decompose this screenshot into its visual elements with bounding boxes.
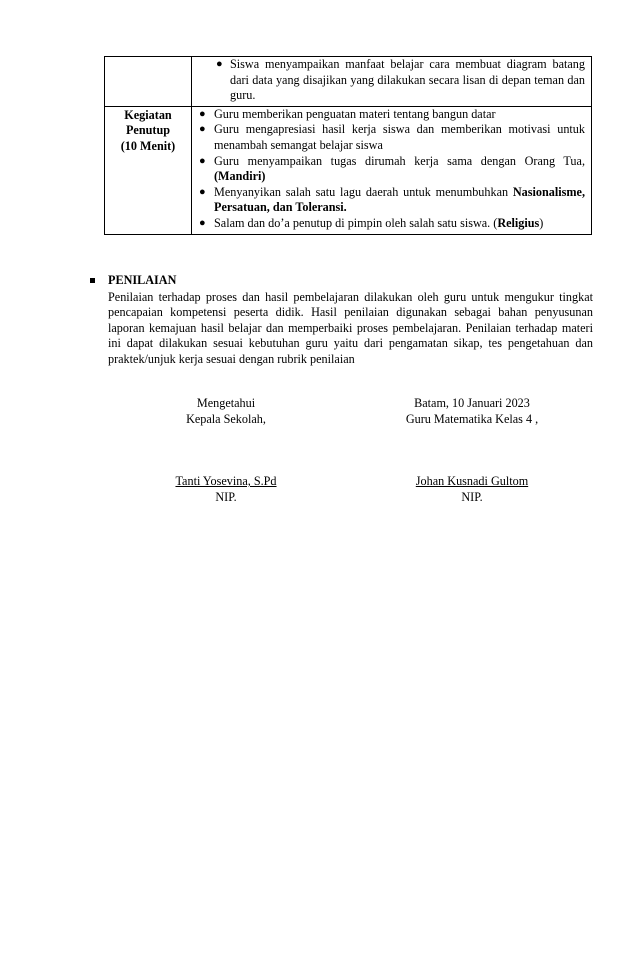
- closing-label-cell: [105, 106, 192, 234]
- list-item: ● Salam dan do’a penutup di pimpin oleh salah satu siswa. (Religius): [199, 215, 544, 230]
- value-tag: Nasionalisme, Persatuan, dan Toleransi.: [214, 184, 585, 215]
- list-item: ● Menyanyikan salah satu lagu daerah untuk menumbuhkan Nasionalisme, Persatuan, dan Toleransi.: [199, 184, 585, 215]
- list-item: ● Guru menyampaikan tugas dirumah kerja sama dengan Orang Tua, (Mandiri): [199, 153, 585, 184]
- signature-right: [362, 396, 582, 505]
- closing-label-line: (10 Menit): [120, 138, 176, 153]
- list-item: ● Guru mengapresiasi hasil kerja siswa dan memberikan motivasi untuk menambah semangat belajar siswa: [199, 122, 585, 152]
- nip-label: NIP.: [461, 489, 483, 504]
- nip-label: NIP.: [215, 489, 237, 504]
- content-cell: [192, 106, 592, 234]
- bullet-icon: ●: [199, 154, 206, 167]
- content-cell: [192, 57, 592, 107]
- penilaian-section: [90, 273, 593, 368]
- sig-line: Guru Matematika Kelas 4 ,: [405, 411, 539, 426]
- sig-line: Kepala Sekolah,: [186, 411, 266, 426]
- table-row: [105, 57, 592, 107]
- activity-list: [192, 107, 585, 232]
- square-bullet-icon: [90, 278, 95, 283]
- list-item: ● Guru memberikan penguatan materi tentang bangun datar: [199, 106, 496, 121]
- section-heading: PENILAIAN: [90, 273, 593, 289]
- signature-left: [116, 396, 336, 505]
- sig-line: Mengetahui: [196, 396, 256, 410]
- bullet-icon: ●: [199, 107, 206, 120]
- bullet-icon: ●: [199, 123, 206, 136]
- sig-line: Batam, 10 Januari 2023: [414, 396, 530, 410]
- bullet-icon: ●: [199, 216, 206, 229]
- activity-table: [104, 56, 592, 235]
- activity-list: [192, 57, 585, 104]
- closing-label-line: Kegiatan: [124, 107, 172, 122]
- empty-label-cell: [105, 57, 192, 107]
- value-tag: (Mandiri): [214, 169, 266, 184]
- bullet-icon: ●: [199, 185, 206, 198]
- section-body: Penilaian terhadap proses dan hasil pembelajaran dilakukan oleh guru untuk mengukur tingkat pencapaian kompetensi peserta didik. Hasil penilaian digunakan sebagai bahan penyusunan laporan kemajuan hasil belajar dan memperbaiki proses pembelajaran. Penilaian terhadap materi ini dapat dilakukan sesuai kebutuhan guru yaitu dari pengamatan sikap, tes pengetahuan dan praktek/unjuk kerja sesuai dengan rubrik penilaian: [108, 289, 593, 366]
- signatory-name: Johan Kusnadi Gultom: [415, 474, 529, 489]
- list-item: ● Siswa menyampaikan manfaat belajar cara membuat diagram batang dari data yang disajikan yang dilakukan secara lisan di depan teman dan guru.: [216, 57, 585, 103]
- table-row: [105, 106, 592, 234]
- signatory-name: Tanti Yosevina, S.Pd: [175, 474, 277, 489]
- bullet-icon: ●: [216, 58, 223, 70]
- closing-label-line: Penutup: [125, 123, 171, 138]
- value-tag: Religius: [497, 215, 540, 230]
